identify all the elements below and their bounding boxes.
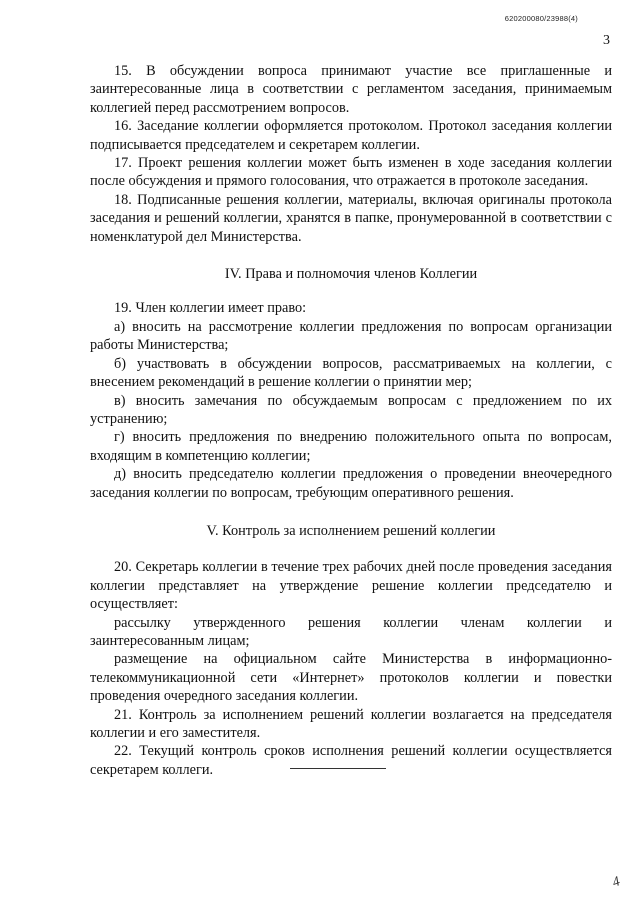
paragraph-18: 18. Подписанные решения коллегии, материалы, включая оригиналы протокола заседания и решений коллегии, хранятся в папке, пронумерованной в соответствии с номенклатурой дел Министерства.	[90, 191, 612, 245]
paragraph-19-b: б) участвовать в обсуждении вопросов, рассматриваемых на коллегии, с внесением рекомендаций в решение коллегии о принятии мер;	[90, 355, 612, 391]
paragraph-19-e: д) вносить председателю коллегии предложения о проведении внеочередного заседания коллегии по вопросам, требующим оперативного решения.	[90, 466, 612, 501]
handwritten-mark: 4	[610, 874, 623, 891]
section-heading-rights: IV. Права и полномочия членов Коллегии	[224, 266, 478, 283]
paragraph-21: 21. Контроль за исполнением решений коллегии возлагается на председателя коллегии и его заместителя.	[90, 706, 612, 741]
paragraph-22: 22. Текущий контроль сроков исполнения решений коллегии осуществляется секретарем коллеги.	[90, 743, 612, 778]
document-id: 620200080/23988(4)	[504, 14, 578, 23]
paragraph-19: 19. Член коллегии имеет право:	[114, 300, 307, 317]
end-of-text-line	[290, 768, 386, 769]
paragraph-19-c: в) вносить замечания по обсуждаемым вопросам с предложением по их устранению;	[90, 392, 612, 427]
paragraph-15: 15. В обсуждении вопроса принимают участие все приглашенные и заинтересованные лица в соответствии с регламентом заседания, принимаемым коллегией перед рассмотрением вопросов.	[90, 63, 612, 116]
paragraph-20: 20. Секретарь коллегии в течение трех рабочих дней после проведения заседания коллегии представляет на утверждение решение коллегии председателю и осуществляет:	[90, 559, 612, 613]
paragraph-19-d: г) вносить предложения по внедрению положительного опыта по вопросам, входящим в компетенцию коллегии;	[90, 429, 612, 464]
paragraph-20-mailing: рассылку утвержденного решения коллегии членам коллегии и заинтересованным лицам;	[90, 614, 612, 649]
paragraph-19-a: а) вносить на рассмотрение коллегии предложения по вопросам организации работы Министерства;	[90, 318, 612, 354]
section-heading-control: V. Контроль за исполнением решений коллегии	[206, 522, 496, 539]
document-body	[90, 62, 612, 779]
paragraph-17: 17. Проект решения коллегии может быть изменен в ходе заседания коллегии после обсуждения и прямого голосования, что отражается в протоколе заседания.	[90, 155, 612, 190]
paragraph-16: 16. Заседание коллегии оформляется протоколом. Протокол заседания коллегии подписывается председателем и секретарем коллегии.	[90, 118, 612, 153]
paragraph-20-publishing: размещение на официальном сайте Министерства в информационно-телекоммуникационной сети «Интернет» протоколов коллегии и повестки проведения очередного заседания коллегии.	[90, 651, 612, 705]
page-number: 3	[603, 33, 610, 48]
